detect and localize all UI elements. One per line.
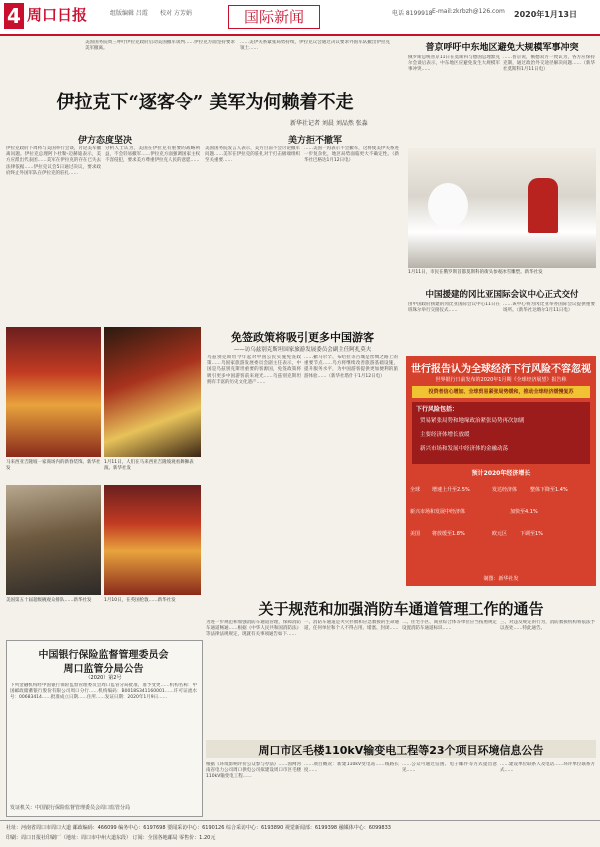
infographic-footer: 制图：新华社发 bbox=[483, 576, 519, 582]
growth-row-2 bbox=[410, 504, 592, 520]
growth-row-1 bbox=[410, 482, 592, 498]
putin-col-2: ……普京说，俄德双方一致认为，各方应保持克制，通过政治外交途径解决问题……（新华社莫斯科1月11日电） bbox=[503, 55, 595, 73]
lead-col-3: 美国国务院发言人表示，美方目前不会讨论撤军问题……美军在伊拉克的驻扎对于打击极端组织至关重要…… bbox=[205, 146, 300, 164]
notice-col-4: 三、对违反规定的行为，消防救援机构将依法予以查处……特此通告。 bbox=[500, 620, 595, 632]
env-col-3: ……公众可通过信函、电子邮件等方式提出意见…… bbox=[402, 762, 497, 774]
risk-item-3: 新兴市场和发展中经济体的金融动荡 bbox=[420, 446, 509, 452]
notice-col-2: 一、消防车通道是火灾扑救和应急救援的生命通道，任何单位和个人不得占用、堵塞、封闭…… bbox=[304, 620, 399, 632]
row1-label: 全球 bbox=[410, 487, 421, 493]
risk-item-1: 贸易紧张局势和地缘政治紧张局势再次加剧 bbox=[420, 418, 525, 424]
lead-intro-cont: ……美伊关系紧张局势持续，伊拉克议会通过决议要求外国军队撤出伊拉克领土…… bbox=[240, 40, 390, 52]
lead-intro: 美国国务院周三呼吁伊拉克政府启动美国撤军谈判……伊拉克方面坚持要求美军撤离。 bbox=[85, 40, 235, 52]
row1-label-2: 发达经济体 bbox=[492, 487, 518, 493]
page-number: 4 bbox=[4, 3, 24, 29]
row3-value: 将放缓至1.8% bbox=[432, 531, 465, 537]
env-col-4: ……建设单位联系人及电话……环评单位联系方式…… bbox=[500, 762, 595, 774]
putin-title: 普京呼吁中东地区避免大规模军事冲突 bbox=[425, 43, 579, 53]
snow-sculpture bbox=[428, 183, 468, 228]
gambia-title: 中国援建的冈比亚国际会议中心正式交付 bbox=[425, 290, 579, 300]
infographic-sub: 世界银行日前发布的2020年1月期《全球经济展望》报告称 bbox=[435, 377, 567, 383]
lead-col-1: 伊拉克政府下周将与美国举行会谈，讨论美军撤离问题。伊拉克总理阿卜杜勒-迈赫迪表示，美方应派出代表团……美军在伊拉克的存在已失去法律依据……伊拉克议会5日通过决议，要求政府终止外国军队在伊拉克的驻扎…… bbox=[6, 146, 101, 176]
lead-subhead-1: 伊方态度坚决 bbox=[77, 136, 132, 146]
putin-col-1: 俄罗斯总统普京11日在莫斯科与德国总理默克尔会谈后表示，中东地区应避免发生大规模军事冲突…… bbox=[408, 55, 500, 73]
lion-dance-photo bbox=[104, 327, 201, 457]
bank-ref: （2020）第2号 bbox=[85, 675, 122, 681]
child-figure bbox=[528, 178, 558, 233]
snow-sculpture-photo bbox=[408, 148, 596, 268]
section-title: 国际新闻 bbox=[228, 5, 320, 29]
gambia-col-1: 由中国政府援建的冈比亚国际会议中心11日在班珠尔举行交接仪式…… bbox=[408, 302, 500, 314]
risk-item-2: 主要经济体增长放缓 bbox=[420, 432, 470, 438]
growth-row-3 bbox=[410, 526, 592, 542]
lantern-photo bbox=[6, 327, 101, 457]
row3-label: 美国 bbox=[410, 531, 421, 537]
row1-value: 增速上升至2.5% bbox=[432, 487, 470, 493]
snow-caption: 1月11日，市民在俄罗斯首都莫斯科的街头参观冰雪雕塑。新华社发 bbox=[408, 270, 543, 275]
lead-col-2: 分析人士认为，美国在伊拉克有重要的战略利益，不会轻易撤军……伊拉克方面强调国家主权不容侵犯，要求美方尊重伊拉克人民的意愿…… bbox=[105, 146, 200, 164]
infographic-title: 世行报告认为全球经济下行风险不容忽视 bbox=[411, 364, 591, 375]
env-title: 周口市区毛楼110kV输变电工程等23个项目环境信息公告 bbox=[258, 744, 544, 757]
row1-value-2: 整体下降至1.4% bbox=[530, 487, 568, 493]
row2-label: 新兴市场和发展中经济体 bbox=[410, 509, 466, 515]
gambia-col-2: ……该中心将为冈比亚举办国际会议提供重要场所。（新华社达喀尔1月11日电） bbox=[503, 302, 595, 314]
growth-title: 预计2020年经济增长 bbox=[471, 470, 531, 477]
visa-title: 免签政策将吸引更多中国游客 bbox=[231, 331, 374, 344]
visa-col-2: ……撒马尔罕、布哈拉等古城是丝绸之路上的重要节点……乌方将继续改善旅游基础设施，提升服务水平，为中国游客提供更加便利的旅游体验……（新华社塔什干1月12日电） bbox=[304, 355, 398, 379]
photo-caption-2: 1月11日，人们在马来西亚吉隆坡观看舞狮表演。新华社发 bbox=[104, 460, 194, 471]
env-col-1: 根据《环境影响评价公众参与办法》……国网河南省电力公司周口供电公司拟建设周口市区毛楼110kV输变电工程…… bbox=[206, 762, 301, 780]
visa-col-1: 乌兹别克斯坦今年起对中国公民实施免签政策……乌国家旅游发展委员会副主任表示，中国是乌兹别克斯坦重要的客源国，免签政策将吸引更多中国游客前来观光……乌兹别克斯坦拥有丰富的历史文化遗产…… bbox=[207, 355, 301, 385]
market-photo bbox=[104, 485, 201, 595]
bank-footer: 发证机关：中国银行保险监督管理委员会周口监管分局 bbox=[10, 805, 131, 811]
lead-subhead-2: 美方拒不撤军 bbox=[287, 136, 342, 146]
lead-title: 伊拉克下“逐客令” 美军为何赖着不走 bbox=[56, 92, 354, 113]
footer-line-2: 印刷：周口日报社印刷厂（地址：周口市中州大道东段） 订阅：全国各地邮局 零售价：1.20元 bbox=[6, 835, 216, 841]
crowd-photo bbox=[6, 485, 101, 595]
row2-value: 加快至4.1% bbox=[510, 509, 538, 515]
env-col-2: ……项目概况：新建110kV变电站……线路长度…… bbox=[304, 762, 399, 774]
newspaper-brand: 周口日报 bbox=[27, 6, 88, 24]
bank-body: 下列金融机构经中国银行保险监督管理委员会周口监管分局批准，准予变更……机构名称：中国邮政储蓄银行股份有限公司周口分行……机构编码：B0018S341160001……许可证流水号：00683414……批准成立日期……住所……发证日期：2020年1月9日…… bbox=[10, 683, 197, 701]
notice-col-1: 为进一步规范和加强消防车通道管理，保障消防车通道畅通……根据《中华人民共和国消防法》等法律法规规定，现就有关事项通告如下…… bbox=[206, 620, 301, 638]
photo-caption-1: 马来西亚吉隆坡一家商场内的新春装饰。新华社发 bbox=[6, 460, 101, 471]
footer-divider bbox=[0, 820, 600, 821]
bank-title-2: 周口监管分局公告 bbox=[63, 664, 144, 675]
photo-caption-3: 美国第五十届超级碗观众排队……新华社发 bbox=[6, 598, 92, 603]
visa-subtitle: ——访乌兹别克斯坦国家旅游发展委员会副主任阿扎莫夫 bbox=[233, 347, 372, 353]
photo-caption-4: 1月10日，在英国伦敦……新华社发 bbox=[104, 598, 176, 603]
infographic-banner: 投资者信心增加、全球贸易紧张局势缓和，推动全球经济缓慢复苏 bbox=[412, 386, 590, 398]
notice-col-3: 二、住宅小区、商业综合体等单位应当按照规定设置消防车通道标识…… bbox=[402, 620, 497, 632]
phone-info: 电话 8199918 bbox=[392, 10, 433, 17]
row3-value-2: 下调至1% bbox=[520, 531, 543, 537]
bank-title-1: 中国银行保险监督管理委员会 bbox=[38, 650, 169, 661]
proofreader-info: 校对 方芳娟 bbox=[160, 10, 192, 17]
issue-date: 2020年1月13日 bbox=[514, 10, 577, 19]
row3-label-2: 欧元区 bbox=[492, 531, 508, 537]
footer-line-1: 社址：河南省周口市周口大道 邮政编码：466099 编务中心：6197698 要闻采访中心：6190126 综合采访中心：6193890 视觉新闻部：6199398 融媒体中心：6099833 bbox=[6, 825, 391, 831]
email-info: E-mail:zkrbzh@126.com bbox=[432, 8, 505, 15]
risks-title: 下行风险包括： bbox=[416, 406, 459, 413]
lead-byline: 新华社记者 刘晨 刘品然 张淼 bbox=[290, 120, 368, 127]
lead-col-4: ……美国一再表示不会撤军，这将使美伊关系进一步复杂化，地区局势面临更大不确定性。（新华社巴格达1月12日电） bbox=[304, 146, 399, 164]
notice-title: 关于规范和加强消防车通道管理工作的通告 bbox=[258, 600, 544, 618]
editor-info: 组版编辑 吕霞 bbox=[110, 10, 148, 17]
